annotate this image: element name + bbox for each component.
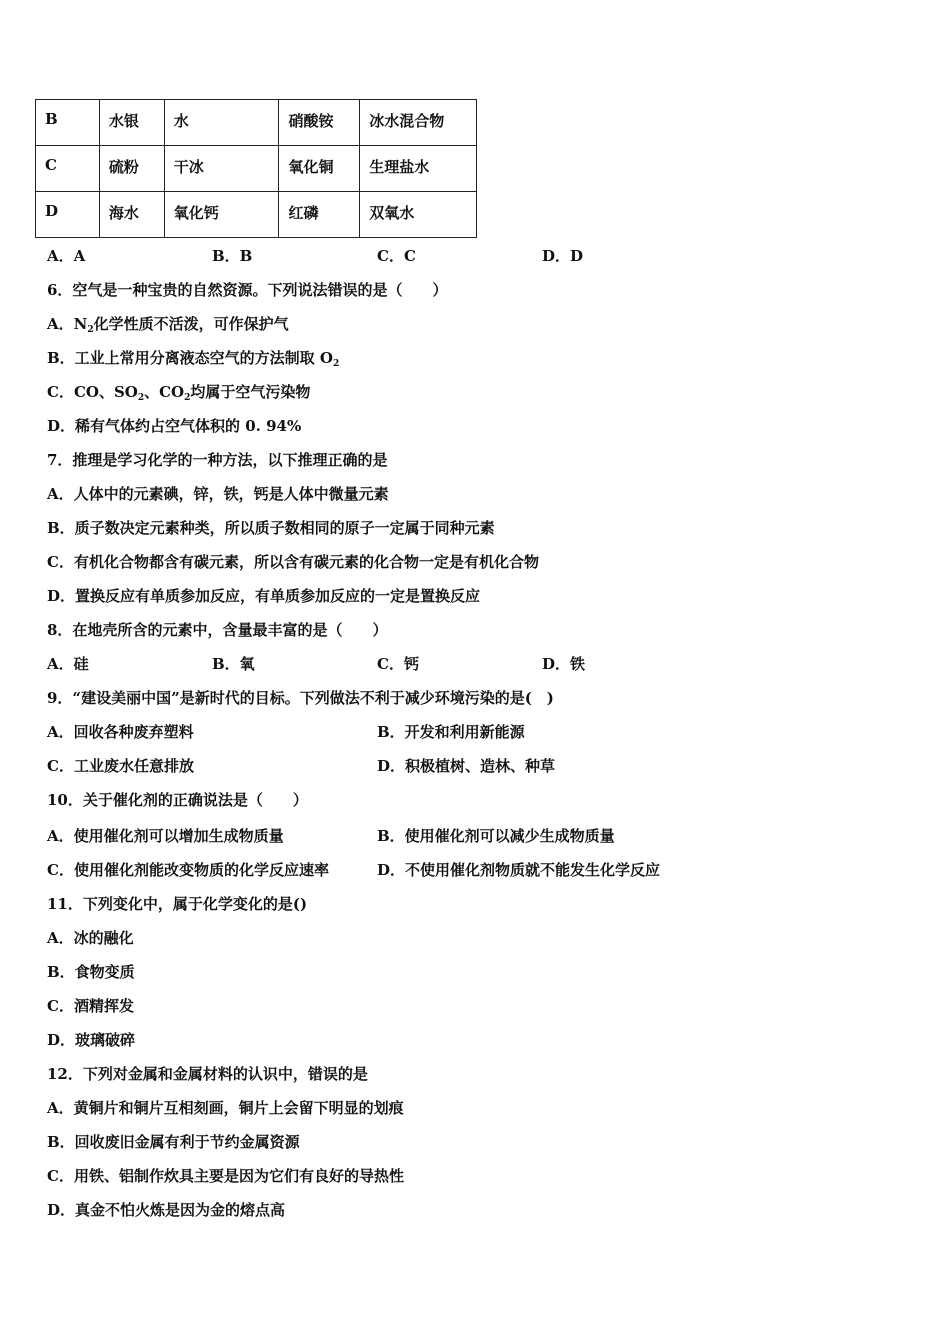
q10-stem: 10．关于催化剂的正确说法是（ ）	[47, 791, 308, 809]
table-cell: 干冰	[164, 146, 279, 192]
subscript: 2	[87, 325, 94, 335]
q9-option-c: C．工业废水任意排放	[47, 757, 194, 775]
q11-option-c: C．酒精挥发	[47, 997, 134, 1015]
table-cell: 水	[164, 100, 279, 146]
subscript: 2	[332, 359, 340, 369]
q12-option-a: A．黄铜片和铜片互相刻画，铜片上会留下明显的划痕	[47, 1099, 404, 1117]
q9-stem: 9．“建设美丽中国”是新时代的目标。下列做法不利于减少环境污染的是( )	[47, 689, 554, 707]
q12-option-b: B．回收废旧金属有利于节约金属资源	[47, 1133, 300, 1151]
q12-stem: 12．下列对金属和金属材料的认识中，错误的是	[47, 1065, 368, 1083]
q8-option-d: D．铁	[542, 655, 586, 673]
q6-a-text: 化学性质不活泼，可作保护气	[93, 315, 289, 333]
q6-option-d: D．稀有气体约占空气体积的 0. 94%	[47, 417, 302, 435]
q12-option-d: D．真金不怕火炼是因为金的熔点高	[47, 1201, 286, 1219]
table-cell: 水银	[99, 100, 164, 146]
q6-a-text: A．N	[47, 315, 88, 333]
subscript: 2	[184, 393, 191, 403]
row-label: C	[36, 146, 100, 192]
q7-stem: 7．推理是学习化学的一种方法，以下推理正确的是	[47, 451, 388, 469]
q11-option-a: A．冰的融化	[47, 929, 134, 947]
q6-option-c	[47, 382, 310, 408]
table-cell: 冰水混合物	[360, 100, 477, 146]
q9-option-d: D．积极植树、造林、种草	[377, 757, 556, 775]
table-cell: 硫粉	[99, 146, 164, 192]
q11-stem: 11．下列变化中，属于化学变化的是()	[47, 895, 308, 913]
options-table	[35, 99, 477, 238]
table-cell: 硝酸铵	[279, 100, 360, 146]
q6-c-text: 、CO	[144, 383, 185, 401]
table-cell: 红磷	[279, 192, 360, 238]
q10-option-d: D．不使用催化剂物质就不能发生化学反应	[377, 861, 661, 879]
q7-option-d: D．置换反应有单质参加反应，有单质参加反应的一定是置换反应	[47, 587, 481, 605]
q10-option-c: C．使用催化剂能改变物质的化学反应速率	[47, 861, 329, 879]
q7-option-c: C．有机化合物都含有碳元素，所以含有碳元素的化合物一定是有机化合物	[47, 553, 539, 571]
q11-option-b: B．食物变质	[47, 963, 135, 981]
q11-option-d: D．玻璃破碎	[47, 1031, 136, 1049]
q6-stem: 6．空气是一种宝贵的自然资源。下列说法错误的是（ ）	[47, 281, 448, 299]
q6-option-b	[47, 348, 339, 374]
q6-option-a	[47, 314, 289, 340]
row-label: D	[36, 192, 100, 238]
q9-option-b: B．开发和利用新能源	[377, 723, 525, 741]
q6-c-text: 均属于空气污染物	[190, 383, 311, 401]
q8-stem: 8．在地壳所含的元素中，含量最丰富的是（ ）	[47, 621, 388, 639]
q8-option-b: B．氧	[212, 655, 255, 673]
table-row	[36, 192, 477, 238]
q8-option-c: C．钙	[377, 655, 419, 673]
q5-option-b: B．B	[212, 247, 253, 265]
table-row	[36, 100, 477, 146]
q8-option-a: A．硅	[47, 655, 89, 673]
table-cell: 氧化钙	[164, 192, 279, 238]
table-cell: 氧化铜	[279, 146, 360, 192]
table-cell: 海水	[99, 192, 164, 238]
q5-option-c: C．C	[377, 247, 416, 265]
q5-option-a: A．A	[47, 247, 86, 265]
q10-option-b: B．使用催化剂可以减少生成物质量	[377, 827, 615, 845]
subscript: 2	[137, 393, 145, 403]
q10-option-a: A．使用催化剂可以增加生成物质量	[47, 827, 284, 845]
q7-option-a: A．人体中的元素碘，锌，铁，钙是人体中微量元素	[47, 485, 389, 503]
q6-b-text: B．工业上常用分离液态空气的方法制取 O	[47, 349, 333, 367]
q5-option-d: D．D	[542, 247, 584, 265]
q6-c-text: C．CO、SO	[47, 383, 138, 401]
q7-option-b: B．质子数决定元素种类，所以质子数相同的原子一定属于同种元素	[47, 519, 495, 537]
q12-option-c: C．用铁、铝制作炊具主要是因为它们有良好的导热性	[47, 1167, 404, 1185]
q9-option-a: A．回收各种废弃塑料	[47, 723, 194, 741]
table-row	[36, 146, 477, 192]
table-cell: 双氧水	[360, 192, 477, 238]
row-label: B	[36, 100, 100, 146]
table-cell: 生理盐水	[360, 146, 477, 192]
